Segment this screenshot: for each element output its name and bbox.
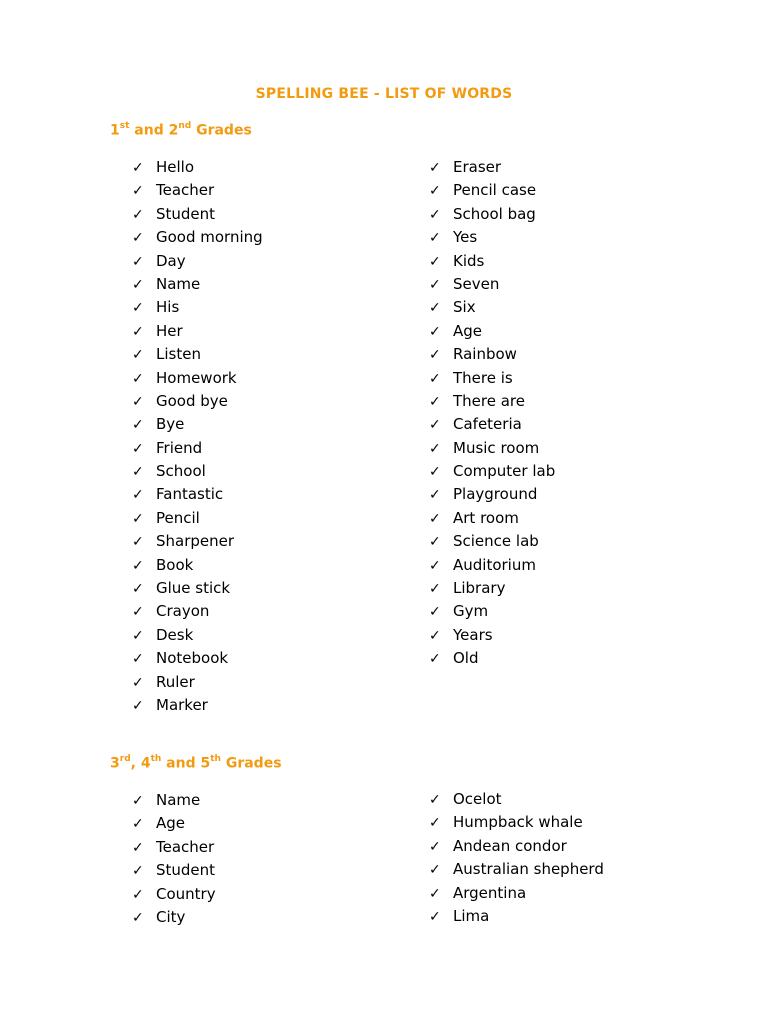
word-text: Auditorium [453,555,536,574]
list-item [132,789,216,812]
list-item [429,156,555,179]
word-text: Cafeteria [453,415,522,434]
checkmark-icon: ✓ [429,440,441,457]
checkmark-icon: ✓ [429,464,441,481]
checkmark-icon: ✓ [429,487,441,504]
word-text: Art room [453,508,519,527]
list-item [132,859,216,882]
checkmark-icon: ✓ [132,183,144,200]
checkmark-icon: ✓ [429,604,441,621]
list-item [429,600,555,623]
heading-part: , [130,755,141,772]
checkmark-icon: ✓ [132,347,144,364]
checkmark-icon: ✓ [132,440,144,457]
heading-superscript: rd [119,754,131,764]
list-item [132,437,263,460]
list-item [429,460,555,483]
list-item [132,507,263,530]
word-text: His [156,298,180,317]
list-item [429,273,555,296]
list-item [429,390,555,413]
word-text: Teacher [156,837,215,856]
word-text: Humpback whale [453,813,583,832]
checkmark-icon: ✓ [429,627,441,644]
checkmark-icon: ✓ [132,839,144,856]
checkmark-icon: ✓ [132,230,144,247]
list-item [132,390,263,413]
word-list-1st-2nd-right [429,156,555,671]
list-item [132,250,263,273]
checkmark-icon: ✓ [132,323,144,340]
checkmark-icon: ✓ [429,885,441,902]
word-text: Six [453,298,476,317]
word-text: Lima [453,906,490,925]
word-text: Old [453,649,479,668]
heading-superscript: nd [178,121,192,131]
list-item [429,437,555,460]
checkmark-icon: ✓ [132,276,144,293]
checkmark-icon: ✓ [132,793,144,809]
word-text: City [156,907,186,926]
word-text: Pencil case [453,181,537,200]
checkmark-icon: ✓ [429,838,441,855]
checkmark-icon: ✓ [429,581,441,598]
word-text: Music room [453,438,540,457]
list-item [132,883,216,906]
word-list-3rd-5th-right [429,788,604,928]
word-text: Glue stick [156,579,231,598]
word-text: Desk [156,625,194,644]
list-item [132,273,263,296]
word-text: Ocelot [453,790,502,808]
word-text: There are [453,391,525,410]
list-item [132,671,263,694]
list-item [132,836,216,859]
list-item [132,343,263,366]
heading-part: 3 [110,755,120,772]
list-item [132,156,263,179]
word-text: Yes [453,228,478,247]
list-item [132,460,263,483]
list-item [429,835,604,858]
list-item [132,483,263,506]
word-text: Age [156,814,186,833]
word-text: Notebook [156,649,229,668]
checkmark-icon: ✓ [132,300,144,317]
checkmark-icon: ✓ [429,323,441,340]
list-item [429,811,604,834]
list-item [429,250,555,273]
page-title: SPELLING BEE - LIST OF WORDS [255,86,513,102]
word-text: Teacher [156,181,215,200]
list-item [429,577,555,600]
list-item [429,320,555,343]
word-text: Argentina [453,883,527,902]
word-text: Name [156,791,201,809]
checkmark-icon: ✓ [429,206,441,223]
list-item [132,226,263,249]
list-item [429,882,604,905]
word-text: Good morning [156,228,263,247]
word-text: Years [453,625,493,644]
checkmark-icon: ✓ [132,697,144,714]
word-text: Gym [453,602,489,621]
heading-part: 5 [200,755,211,772]
word-text: Her [156,321,183,340]
checkmark-icon: ✓ [429,908,441,925]
checkmark-icon: ✓ [429,253,441,270]
list-item [132,906,216,929]
word-list-1st-2nd-left [132,156,263,717]
heading-part: Grades [191,122,252,139]
list-item [132,647,263,670]
checkmark-icon: ✓ [429,160,441,176]
checkmark-icon: ✓ [429,651,441,668]
section-heading-1st-2nd-grades [110,122,252,139]
checkmark-icon: ✓ [132,674,144,691]
list-item [132,179,263,202]
word-text: Pencil [156,508,200,527]
list-item [132,812,216,835]
checkmark-icon: ✓ [132,886,144,903]
list-item [429,507,555,530]
heading-part: 2 [168,122,179,139]
list-item [429,367,555,390]
heading-part: 1 [110,122,120,139]
word-text: School [156,462,206,481]
checkmark-icon: ✓ [132,534,144,551]
word-text: Rainbow [453,345,517,364]
list-item [132,554,263,577]
list-item [132,600,263,623]
word-text: Kids [453,251,485,270]
heading-superscript: th [150,754,162,764]
checkmark-icon: ✓ [132,510,144,527]
word-text: Playground [453,485,538,504]
checkmark-icon: ✓ [132,206,144,223]
checkmark-icon: ✓ [429,417,441,434]
list-item [429,530,555,553]
heading-part: 4 [140,755,151,772]
list-item [429,296,555,319]
word-text: Book [156,555,194,574]
checkmark-icon: ✓ [132,487,144,504]
heading-superscript: st [119,121,130,131]
word-text: Age [453,321,483,340]
word-text: Bye [156,415,185,434]
checkmark-icon: ✓ [132,253,144,270]
checkmark-icon: ✓ [429,534,441,551]
word-text: Science lab [453,532,539,551]
checkmark-icon: ✓ [429,510,441,527]
section-heading-3rd-4th-5th-grades [110,755,282,772]
list-item [132,624,263,647]
checkmark-icon: ✓ [429,815,441,832]
word-text: Friend [156,438,203,457]
checkmark-icon: ✓ [429,393,441,410]
checkmark-icon: ✓ [132,863,144,880]
heading-part: and [129,122,169,139]
list-item [429,858,604,881]
word-text: School bag [453,204,536,223]
word-text: Hello [156,158,195,176]
list-item [429,203,555,226]
checkmark-icon: ✓ [429,792,441,808]
list-item [132,320,263,343]
word-text: Computer lab [453,462,556,481]
list-item [429,647,555,670]
list-item [429,788,604,811]
checkmark-icon: ✓ [429,300,441,317]
heading-part: and [161,755,201,772]
word-text: Name [156,274,201,293]
word-text: Student [156,204,216,223]
word-text: Student [156,861,216,880]
word-text: Seven [453,274,500,293]
checkmark-icon: ✓ [429,230,441,247]
checkmark-icon: ✓ [429,347,441,364]
list-item [429,413,555,436]
list-item [132,694,263,717]
word-text: Australian shepherd [453,860,604,879]
list-item [429,554,555,577]
list-item [429,624,555,647]
checkmark-icon: ✓ [132,393,144,410]
checkmark-icon: ✓ [132,581,144,598]
word-text: Country [156,884,216,903]
checkmark-icon: ✓ [429,370,441,387]
list-item [132,367,263,390]
checkmark-icon: ✓ [132,816,144,833]
checkmark-icon: ✓ [132,627,144,644]
word-text: Good bye [156,391,228,410]
word-text: Ruler [156,672,195,691]
checkmark-icon: ✓ [429,557,441,574]
list-item [429,226,555,249]
checkmark-icon: ✓ [132,604,144,621]
checkmark-icon: ✓ [429,862,441,879]
checkmark-icon: ✓ [429,183,441,200]
word-list-3rd-5th-left [132,789,216,929]
checkmark-icon: ✓ [132,909,144,926]
list-item [132,530,263,553]
checkmark-icon: ✓ [132,464,144,481]
list-item [429,483,555,506]
heading-part: Grades [220,755,282,772]
word-text: Listen [156,345,201,364]
word-text: Andean condor [453,836,567,855]
word-text: There is [453,368,513,387]
list-item [132,203,263,226]
list-item [132,577,263,600]
list-item [429,179,555,202]
checkmark-icon: ✓ [132,417,144,434]
checkmark-icon: ✓ [132,370,144,387]
heading-superscript: th [210,754,221,764]
word-text: Day [156,251,186,270]
word-text: Marker [156,695,208,714]
checkmark-icon: ✓ [132,160,144,176]
word-text: Sharpener [156,532,235,551]
word-text: Fantastic [156,485,224,504]
word-text: Eraser [453,158,502,176]
checkmark-icon: ✓ [132,651,144,668]
checkmark-icon: ✓ [429,276,441,293]
list-item [429,905,604,928]
list-item [132,296,263,319]
list-item [132,413,263,436]
list-item [429,343,555,366]
word-text: Homework [156,368,237,387]
word-text: Crayon [156,602,210,621]
checkmark-icon: ✓ [132,557,144,574]
word-text: Library [453,579,506,598]
